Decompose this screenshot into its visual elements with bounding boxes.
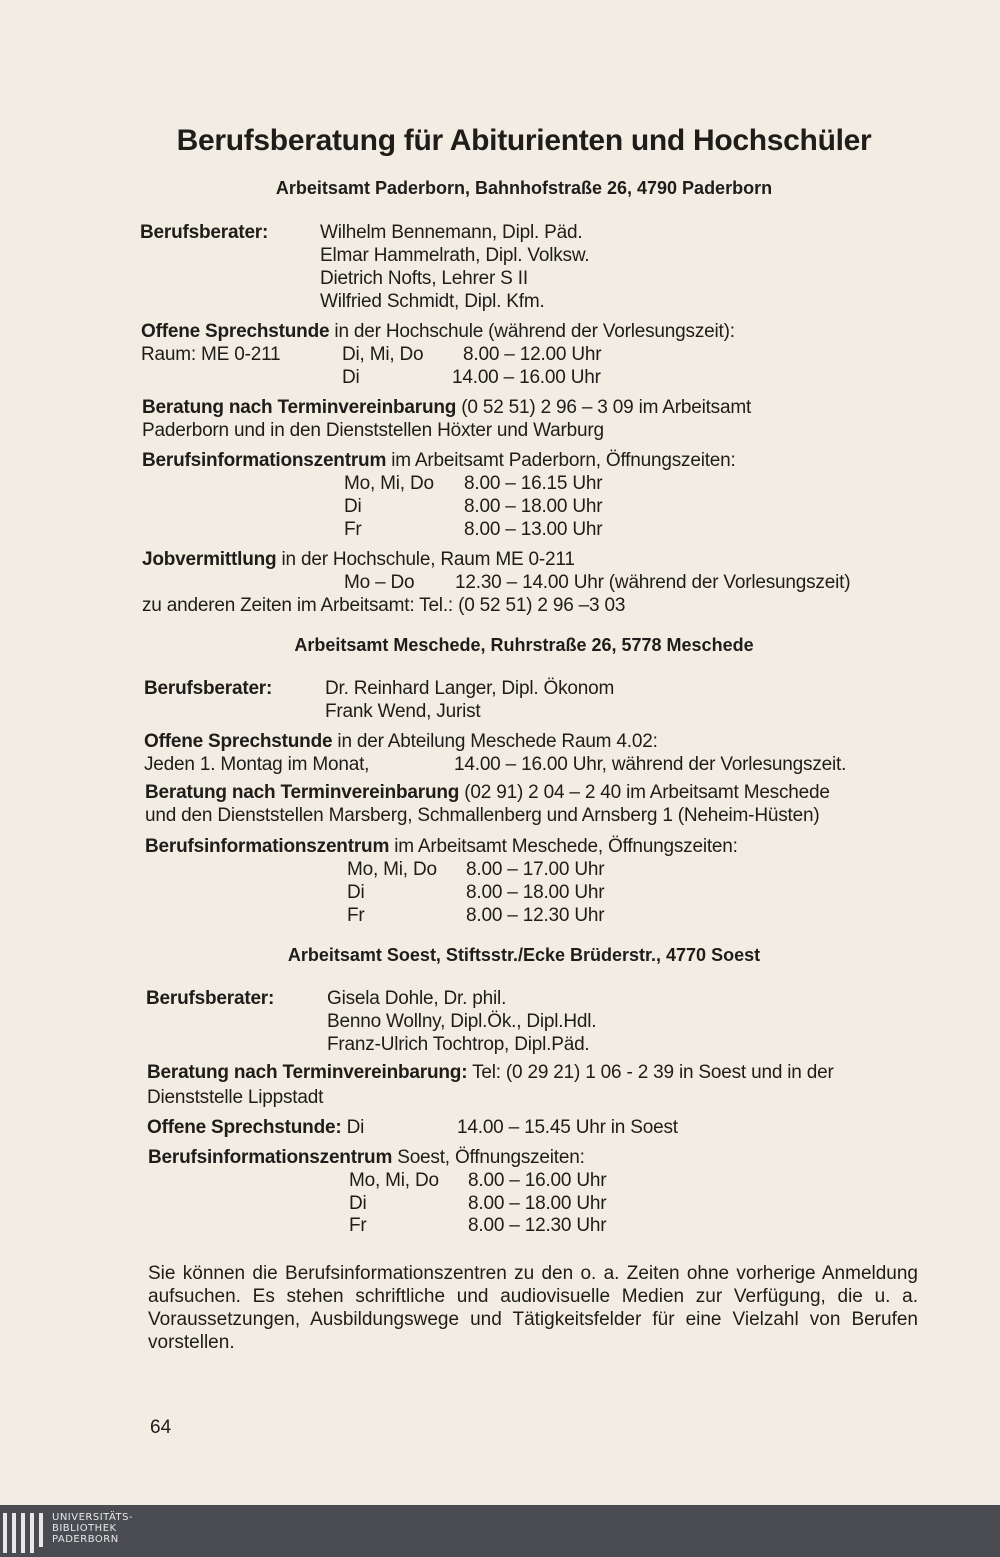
- berater-name: Wilfried Schmidt, Dipl. Kfm.: [320, 291, 545, 312]
- sprechstunde-label: Offene Sprechstunde:: [147, 1117, 342, 1138]
- schedule-days: Di: [344, 496, 362, 517]
- termin-label: Beratung nach Terminvereinbarung: [142, 397, 457, 418]
- job-label: Jobvermittlung: [142, 549, 277, 570]
- biz-line: [142, 450, 736, 472]
- office-heading-meschede: Arbeitsamt Meschede, Ruhrstraße 26, 5778 Meschede: [294, 635, 754, 655]
- sprechstunde-label: Offene Sprechstunde: [144, 731, 333, 752]
- sprechstunde-text: in der Hochschule (während der Vorlesungszeit):: [329, 321, 735, 342]
- page-title: Berufsberatung für Abiturienten und Hochschüler: [176, 124, 872, 157]
- schedule-time: 8.00 – 18.00 Uhr: [468, 1193, 607, 1214]
- termin-line: [147, 1062, 834, 1084]
- berater-name: Dr. Reinhard Langer, Dipl. Ökonom: [325, 678, 615, 699]
- jeden-label: Jeden 1. Montag im Monat,: [144, 754, 370, 775]
- berater-name: Elmar Hammelrath, Dipl. Volksw.: [320, 245, 590, 266]
- schedule-days: Fr: [344, 519, 362, 540]
- berater-name: Benno Wollny, Dipl.Ök., Dipl.Hdl.: [327, 1011, 597, 1032]
- schedule-days: Fr: [349, 1215, 367, 1236]
- job-text: in der Hochschule, Raum ME 0-211: [276, 549, 575, 570]
- termin-text: (02 91) 2 04 – 2 40 im Arbeitsamt Meschede: [459, 782, 830, 803]
- schedule-time: 12.30 – 14.00 Uhr (während der Vorlesungszeit): [455, 572, 851, 593]
- biz-label: Berufsinformationszentrum: [145, 836, 390, 857]
- biz-text: im Arbeitsamt Meschede, Öffnungszeiten:: [389, 836, 738, 857]
- job-other: zu anderen Zeiten im Arbeitsamt: Tel.: (0 52 51) 2 96 –3 03: [142, 595, 626, 616]
- schedule-days: Mo, Mi, Do: [344, 473, 434, 494]
- schedule-days: Mo, Mi, Do: [347, 859, 437, 880]
- termin-label: Beratung nach Terminvereinbarung:: [147, 1062, 468, 1083]
- library-name-line: BIBLIOTHEK: [52, 1523, 117, 1534]
- termin-text: Tel: (0 29 21) 1 06 - 2 39 in Soest und in der: [467, 1062, 834, 1083]
- sprechstunde-line: [147, 1117, 364, 1139]
- schedule-time: 8.00 – 18.00 Uhr: [464, 496, 603, 517]
- page-number: 64: [150, 1417, 172, 1438]
- schedule-time: 8.00 – 16.15 Uhr: [464, 473, 603, 494]
- schedule-time: 8.00 – 16.00 Uhr: [468, 1170, 607, 1191]
- library-name-line: PADERBORN: [52, 1534, 119, 1545]
- schedule-time: 8.00 – 17.00 Uhr: [466, 859, 605, 880]
- berater-name: Franz-Ulrich Tochtrop, Dipl.Päd.: [327, 1034, 590, 1055]
- schedule-time: 8.00 – 13.00 Uhr: [464, 519, 603, 540]
- library-name-line: UNIVERSITÄTS-: [52, 1512, 134, 1523]
- schedule-days: Di, Mi, Do: [342, 344, 424, 365]
- schedule-days: Fr: [347, 905, 365, 926]
- schedule-time: 14.00 – 16.00 Uhr: [452, 367, 601, 388]
- termin-label: Beratung nach Terminvereinbarung: [145, 782, 460, 803]
- schedule-time: 14.00 – 15.45 Uhr in Soest: [457, 1117, 678, 1138]
- biz-label: Berufsinformationszentrum: [148, 1147, 393, 1168]
- schedule-time: 8.00 – 12.00 Uhr: [463, 344, 602, 365]
- schedule-days: Mo – Do: [344, 572, 415, 593]
- job-line: [142, 549, 575, 571]
- biz-line: [145, 836, 738, 858]
- schedule-time: 14.00 – 16.00 Uhr, während der Vorlesungszeit.: [454, 754, 847, 775]
- berater-label: Berufsberater:: [146, 988, 275, 1009]
- termin-line-2: Paderborn und in den Dienststellen Höxter und Warburg: [142, 420, 604, 441]
- berater-name: Wilhelm Bennemann, Dipl. Päd.: [320, 222, 583, 243]
- office-heading-paderborn: Arbeitsamt Paderborn, Bahnhofstraße 26, 4790 Paderborn: [275, 178, 773, 198]
- berater-label: Berufsberater:: [140, 222, 269, 243]
- schedule-days: Di: [342, 367, 360, 388]
- berater-name: Dietrich Nofts, Lehrer S II: [320, 268, 528, 289]
- biz-text: im Arbeitsamt Paderborn, Öffnungszeiten:: [386, 450, 736, 471]
- schedule-time: 8.00 – 18.00 Uhr: [466, 882, 605, 903]
- schedule-days: Mo, Mi, Do: [349, 1170, 439, 1191]
- termin-line-2: Dienststelle Lippstadt: [147, 1087, 324, 1108]
- library-bars-icon: [3, 1513, 47, 1553]
- closing-paragraph: Sie können die Berufsinformationszentren zu den o. a. Zeiten ohne vorherige Anmeldung aufsuchen. Es stehen schriftliche und audiovisuelle Medien zur Verfügung, die u. a. Voraussetzungen, Ausbildungswege und Tätigkeitsfelder für eine Vielzahl von Berufen vorstellen.: [148, 1263, 918, 1353]
- sprechstunde-text: in der Abteilung Meschede Raum 4.02:: [332, 731, 658, 752]
- schedule-time: 8.00 – 12.30 Uhr: [468, 1215, 607, 1236]
- termin-line: [145, 782, 830, 804]
- sprechstunde-line: [144, 731, 658, 753]
- biz-line: [148, 1147, 585, 1169]
- termin-line: [142, 397, 751, 419]
- berater-name: Frank Wend, Jurist: [325, 701, 481, 722]
- berater-name: Gisela Dohle, Dr. phil.: [327, 988, 507, 1009]
- schedule-days: Di: [347, 882, 365, 903]
- biz-label: Berufsinformationszentrum: [142, 450, 387, 471]
- sprechstunde-line: [141, 321, 735, 343]
- schedule-time: 8.00 – 12.30 Uhr: [466, 905, 605, 926]
- sprechstunde-label: Offene Sprechstunde: [141, 321, 330, 342]
- raum-label: Raum: ME 0-211: [141, 344, 281, 365]
- biz-text: Soest, Öffnungszeiten:: [392, 1147, 585, 1168]
- library-name: [52, 1512, 133, 1545]
- termin-text: (0 52 51) 2 96 – 3 09 im Arbeitsamt: [456, 397, 752, 418]
- library-footer: [0, 1505, 1000, 1557]
- berater-label: Berufsberater:: [144, 678, 273, 699]
- office-heading-soest: Arbeitsamt Soest, Stiftsstr./Ecke Brüderstr., 4770 Soest: [287, 945, 761, 965]
- schedule-days: Di: [349, 1193, 367, 1214]
- termin-line-2: und den Dienststellen Marsberg, Schmallenberg und Arnsberg 1 (Neheim-Hüsten): [145, 805, 820, 826]
- sprechstunde-text: Di: [341, 1117, 365, 1138]
